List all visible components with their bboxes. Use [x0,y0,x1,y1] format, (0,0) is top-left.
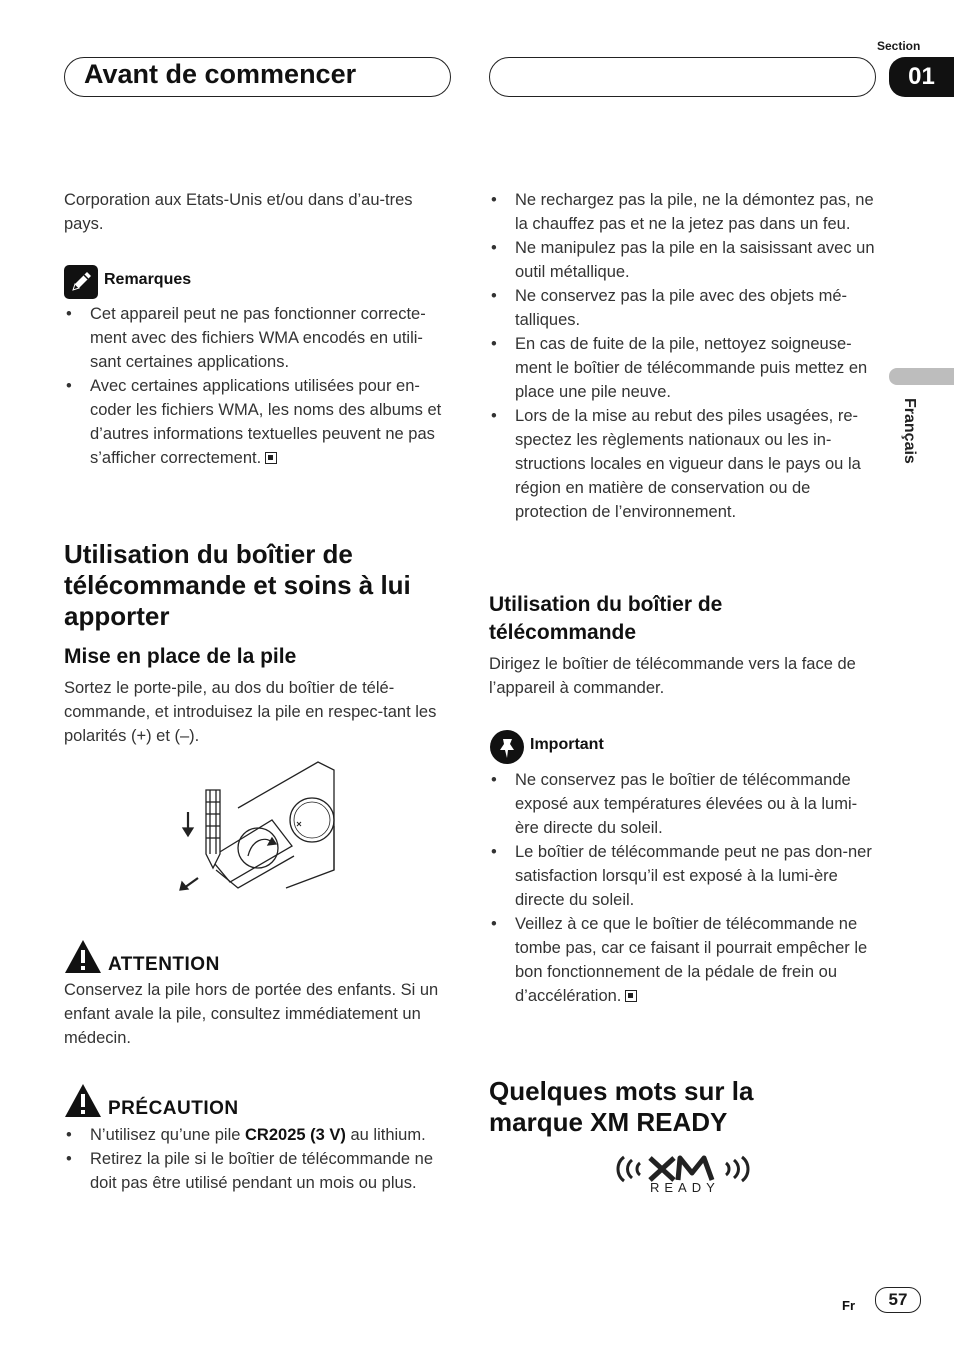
end-mark-icon [265,452,277,464]
pile-instructions: Sortez le porte-pile, au dos du boîtier de télé-commande, et introduisez la pile en respec-tant les polarités (+) et (–). [64,679,437,745]
section-number: 01 [889,57,954,97]
list-item: • Retirez la pile si le boîtier de télécommande ne doit pas être utilisé pendant un mois ou plus. [64,1147,444,1195]
list-item: • Ne rechargez pas la pile, ne la démontez pas, ne la chauffez pas et ne la jetez pas dans un feu. [489,188,879,236]
caution-icon [64,1083,102,1118]
battery-type: CR2025 (3 V) [245,1126,346,1144]
important-icon [490,730,524,764]
battery-warnings-list [489,188,879,524]
subheading-pile: Mise en place de la pile [64,645,297,668]
important-title: Important [530,736,604,753]
usage-text: Dirigez le boîtier de télécommande vers la face de l’appareil à commander. [489,655,856,697]
list-item: • Ne manipulez pas la pile en la saisissant avec un outil métallique. [489,236,879,284]
list-item: • En cas de fuite de la pile, nettoyez soigneuse-ment le boîtier de télécommande puis mettez en place une pile neuve. [489,332,879,404]
remarques-list [64,302,452,470]
important-list [489,768,879,1008]
note-icon [64,265,98,299]
list-item: • Lors de la mise au rebut des piles usagées, re-spectez les règlements nationaux ou les in-structions locales en vigueur dans le pays ou la région en matière de conservation ou de protection de l’environnement. [489,404,879,524]
list-item: • Ne conservez pas la pile avec des objets mé-talliques. [489,284,879,332]
header-blank-pill [489,57,876,97]
list-item: • Avec certaines applications utilisées pour en-coder les fichiers WMA, les noms des albums et d’autres informations textuelles peuvent ne pas s’afficher correctement. [64,374,452,470]
precaution-title: PRÉCAUTION [108,1098,239,1119]
list-item: • N’utilisez qu’une pile CR2025 (3 V) au lithium. [64,1123,444,1147]
subheading-usage: Utilisation du boîtier de télécommande [489,593,723,644]
battery-insertion-illustration [176,760,338,898]
footer-lang: Fr [842,1298,855,1313]
end-mark-icon [625,990,637,1002]
section-label: Section [877,39,921,53]
xm-ready-text: READY [650,1180,720,1195]
intro-text: Corporation aux Etats-Unis et/ou dans d’au-tres pays. [64,191,413,233]
page-number: 57 [875,1287,921,1313]
xm-ready-logo [612,1151,754,1199]
attention-title: ATTENTION [108,954,220,975]
precaution-list [64,1123,444,1195]
list-item: • Ne conservez pas le boîtier de télécommande exposé aux températures élevées ou à la lumi-ère directe du soleil. [489,768,879,840]
warning-icon [64,939,102,974]
list-item: • Cet appareil peut ne pas fonctionner correcte-ment avec des fichiers WMA encodés en utili-sant certaines applications. [64,302,452,374]
language-label: Français [901,398,918,464]
remarques-title: Remarques [104,271,192,288]
list-item: • Veillez à ce que le boîtier de télécommande ne tombe pas, car ce faisant il pourrait empêcher le bon fonctionnement de la pédale de frein ou d’accélération. [489,912,879,1008]
section-heading: Utilisation du boîtier de télécommande et soins à lui apporter [64,539,411,631]
language-tab [889,368,954,385]
attention-text: Conservez la pile hors de portée des enfants. Si un enfant avale la pile, consultez immédiatement un médecin. [64,981,439,1047]
list-item: • Le boîtier de télécommande peut ne pas don-ner satisfaction lorsqu’il est exposé à la lumi-ère directe du soleil. [489,840,879,912]
page-title: Avant de commencer [84,59,357,89]
xm-heading: Quelques mots sur la marque XM READY [489,1076,754,1137]
